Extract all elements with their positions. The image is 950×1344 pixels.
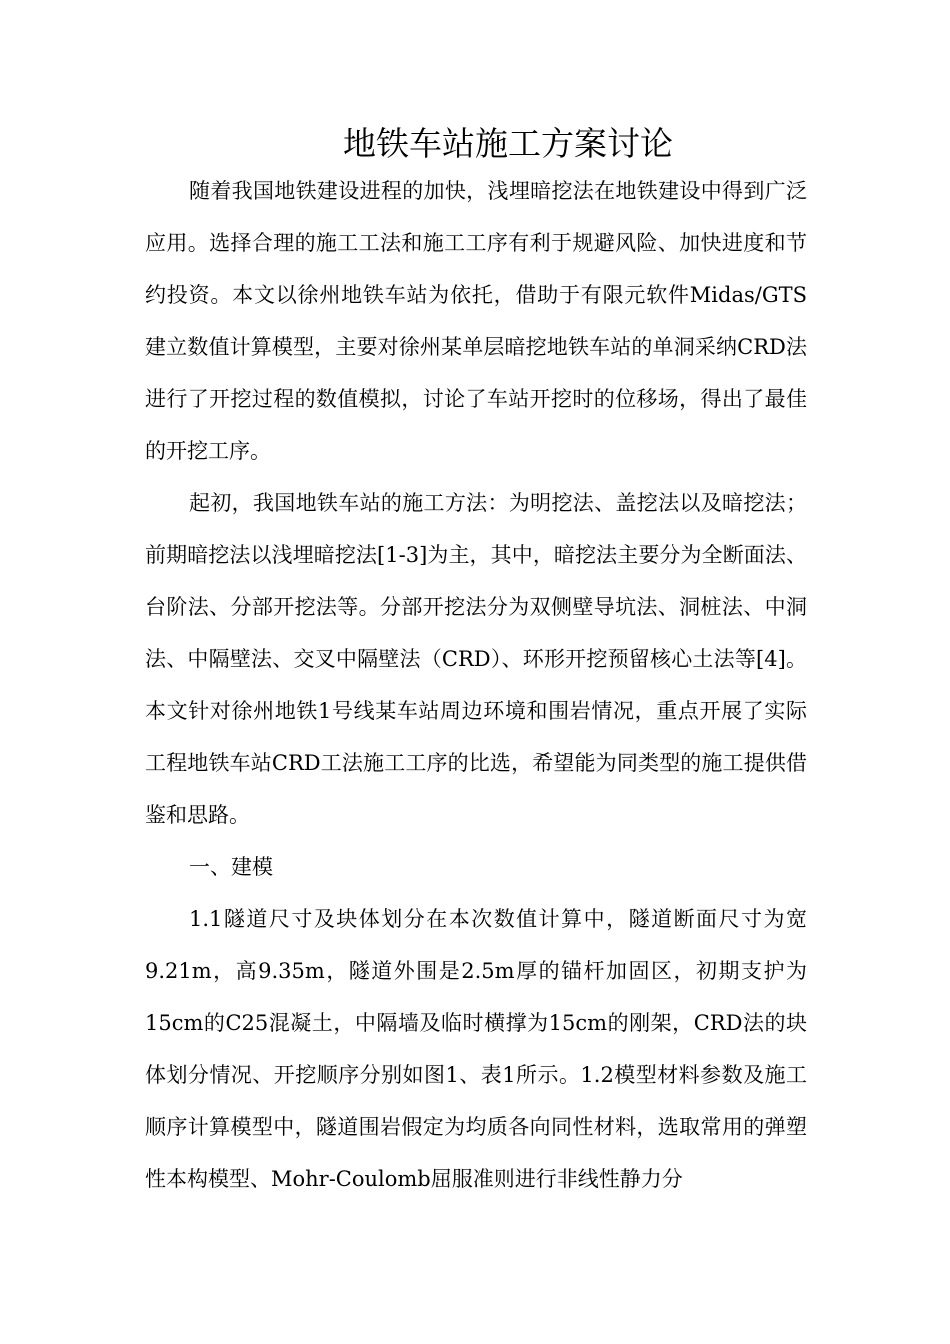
section-heading-modeling: 一、建模 — [189, 855, 273, 879]
document-title: 地铁车站施工方案讨论 — [343, 124, 673, 163]
document-body — [145, 165, 807, 1205]
paragraph-methods: 起初，我国地铁车站的施工方法：为明挖法、盖挖法以及暗挖法；前期暗挖法以浅埋暗挖法[1-3]为主，其中，暗挖法主要分为全断面法、台阶法、分部开挖法等。分部开挖法分为双侧壁导坑法、洞桩法、中洞法、中隔壁法、交叉中隔壁法（CRD）、环形开挖预留核心土法等[4]。本文针对徐州地铁1号线某车站周边环境和围岩情况，重点开展了实际工程地铁车站CRD工法施工工序的比选，希望能为同类型的施工提供借鉴和思路。 — [145, 491, 807, 827]
paragraph-intro: 随着我国地铁建设进程的加快，浅埋暗挖法在地铁建设中得到广泛应用。选择合理的施工工法和施工工序有利于规避风险、加快进度和节约投资。本文以徐州地铁车站为依托，借助于有限元软件Midas/GTS建立数值计算模型，主要对徐州某单层暗挖地铁车站的单洞采纳CRD法进行了开挖过程的数值模拟，讨论了车站开挖时的位移场，得出了最佳的开挖工序。 — [145, 179, 807, 463]
paragraph-tunnel-dimensions: 1.1隧道尺寸及块体划分在本次数值计算中，隧道断面尺寸为宽9.21m，高9.35m，隧道外围是2.5m厚的锚杆加固区，初期支护为15cm的C25混凝土，中隔墙及临时横撑为15cm的刚架，CRD法的块体划分情况、开挖顺序分别如图1、表1所示。1.2模型材料参数及施工顺序计算模型中，隧道围岩假定为均质各向同性材料，选取常用的弹塑性本构模型、Mohr-Coulomb屈服准则进行非线性静力分 — [145, 907, 807, 1191]
